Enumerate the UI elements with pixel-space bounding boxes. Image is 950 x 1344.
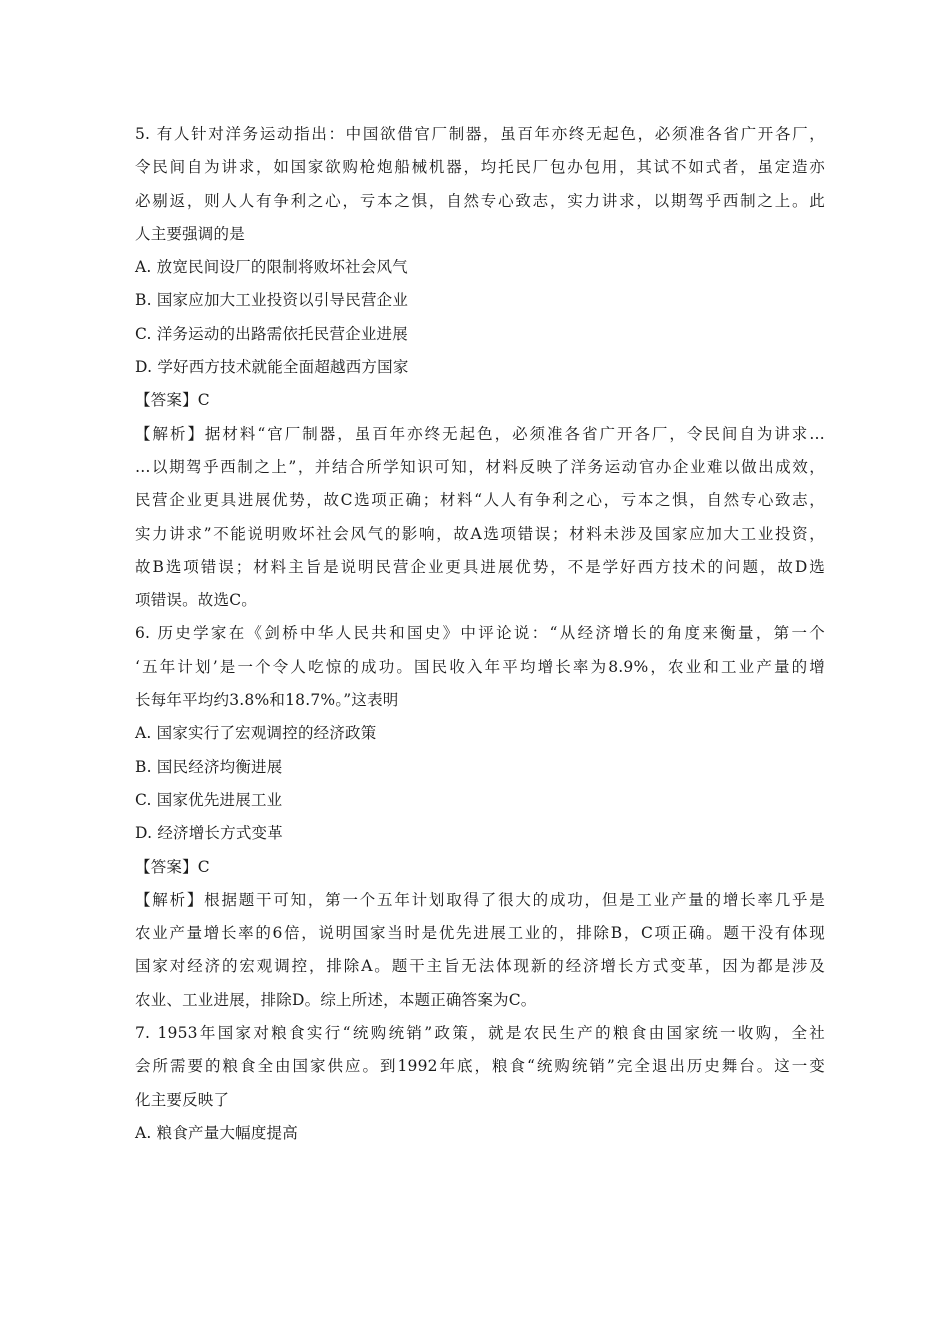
q7-stem-line-2: 会所需要的粮食全由国家供应。到1992年底，粮食“统购统销”完全退出历史舞台。这一变 — [135, 1057, 825, 1076]
q7-stem-line-3: 化主要反映了 — [135, 1090, 230, 1109]
q5-analysis-line-1: 【解析】据材料“官厂制器，虽百年亦终无起色，必须准各省广开各厂，令民间自为讲求… — [135, 424, 825, 443]
q5-stem-line-4: 人主要强调的是 — [135, 224, 245, 243]
q5-stem-line-1: 5. 有人针对洋务运动指出：中国欲借官厂制器，虽百年亦终无起色，必须准各省广开各厂， — [135, 125, 825, 143]
q6-stem-line-1: 6. 历史学家在《剑桥中华人民共和国史》中评论说：“从经济增长的角度来衡量，第一个 — [135, 624, 825, 643]
q5-stem-line-3: 必剔返，则人人有争利之心，亏本之惧，自然专心致志，实力讲求，以期驾乎西制之上。此 — [135, 191, 825, 210]
q6-option-b: B. 国民经济均衡进展 — [135, 757, 283, 776]
q6-analysis-line-2: 农业产量增长率的6倍，说明国家当时是优先进展工业的，排除B，C项正确。题干没有体现 — [135, 924, 825, 943]
q5-analysis-line-4: 实力讲求”不能说明败坏社会风气的影响，故A选项错误；材料未涉及国家应加大工业投资， — [135, 524, 825, 543]
q7-stem-line-1: 7. 1953年国家对粮食实行“统购统销”政策，就是农民生产的粮食由国家统一收购，全社 — [135, 1024, 825, 1043]
q5-analysis-line-6: 项错误。故选C。 — [135, 591, 257, 610]
q5-analysis-line-2: …以期驾乎西制之上”，并结合所学知识可知，材料反映了洋务运动官办企业难以做出成效， — [135, 457, 825, 476]
q6-analysis-line-3: 国家对经济的宏观调控，排除A。题干主旨无法体现新的经济增长方式变革，因为都是涉及 — [135, 957, 825, 976]
q5-analysis-line-5: 故B选项错误；材料主旨是说明民营企业更具进展优势，不是学好西方技术的问题，故D选 — [135, 557, 825, 576]
page-content — [135, 118, 825, 1150]
q6-stem-line-2: ‘五年计划’是一个令人吃惊的成功。国民收入年平均增长率为8.9%，农业和工业产量的增 — [135, 657, 825, 676]
q6-stem-line-3: 长每年平均约3.8%和18.7%。”这表明 — [135, 691, 399, 710]
q5-option-c: C. 洋务运动的出路需依托民营企业进展 — [135, 324, 408, 343]
q5-answer: 【答案】C — [135, 391, 210, 410]
q5-option-b: B. 国家应加大工业投资以引导民营企业 — [135, 291, 409, 310]
q5-analysis-line-3: 民营企业更具进展优势，故C选项正确；材料“人人有争利之心，亏本之惧，自然专心致志， — [135, 491, 825, 510]
q7-option-a: A. 粮食产量大幅度提高 — [135, 1123, 298, 1142]
q6-option-d: D. 经济增长方式变革 — [135, 824, 283, 843]
q5-option-a: A. 放宽民间设厂的限制将败坏社会风气 — [135, 258, 408, 277]
q6-answer: 【答案】C — [135, 857, 210, 876]
q6-analysis-line-1: 【解析】根据题干可知，第一个五年计划取得了很大的成功，但是工业产量的增长率几乎是 — [135, 890, 825, 909]
q6-option-c: C. 国家优先进展工业 — [135, 790, 283, 809]
q6-option-a: A. 国家实行了宏观调控的经济政策 — [135, 724, 377, 743]
q5-option-d: D. 学好西方技术就能全面超越西方国家 — [135, 358, 409, 377]
q6-analysis-line-4: 农业、工业进展，排除D。综上所述，本题正确答案为C。 — [135, 990, 537, 1009]
q5-stem-line-2: 令民间自为讲求，如国家欲购枪炮船械机器，均托民厂包办包用，其试不如式者，虽定造亦 — [135, 158, 825, 177]
